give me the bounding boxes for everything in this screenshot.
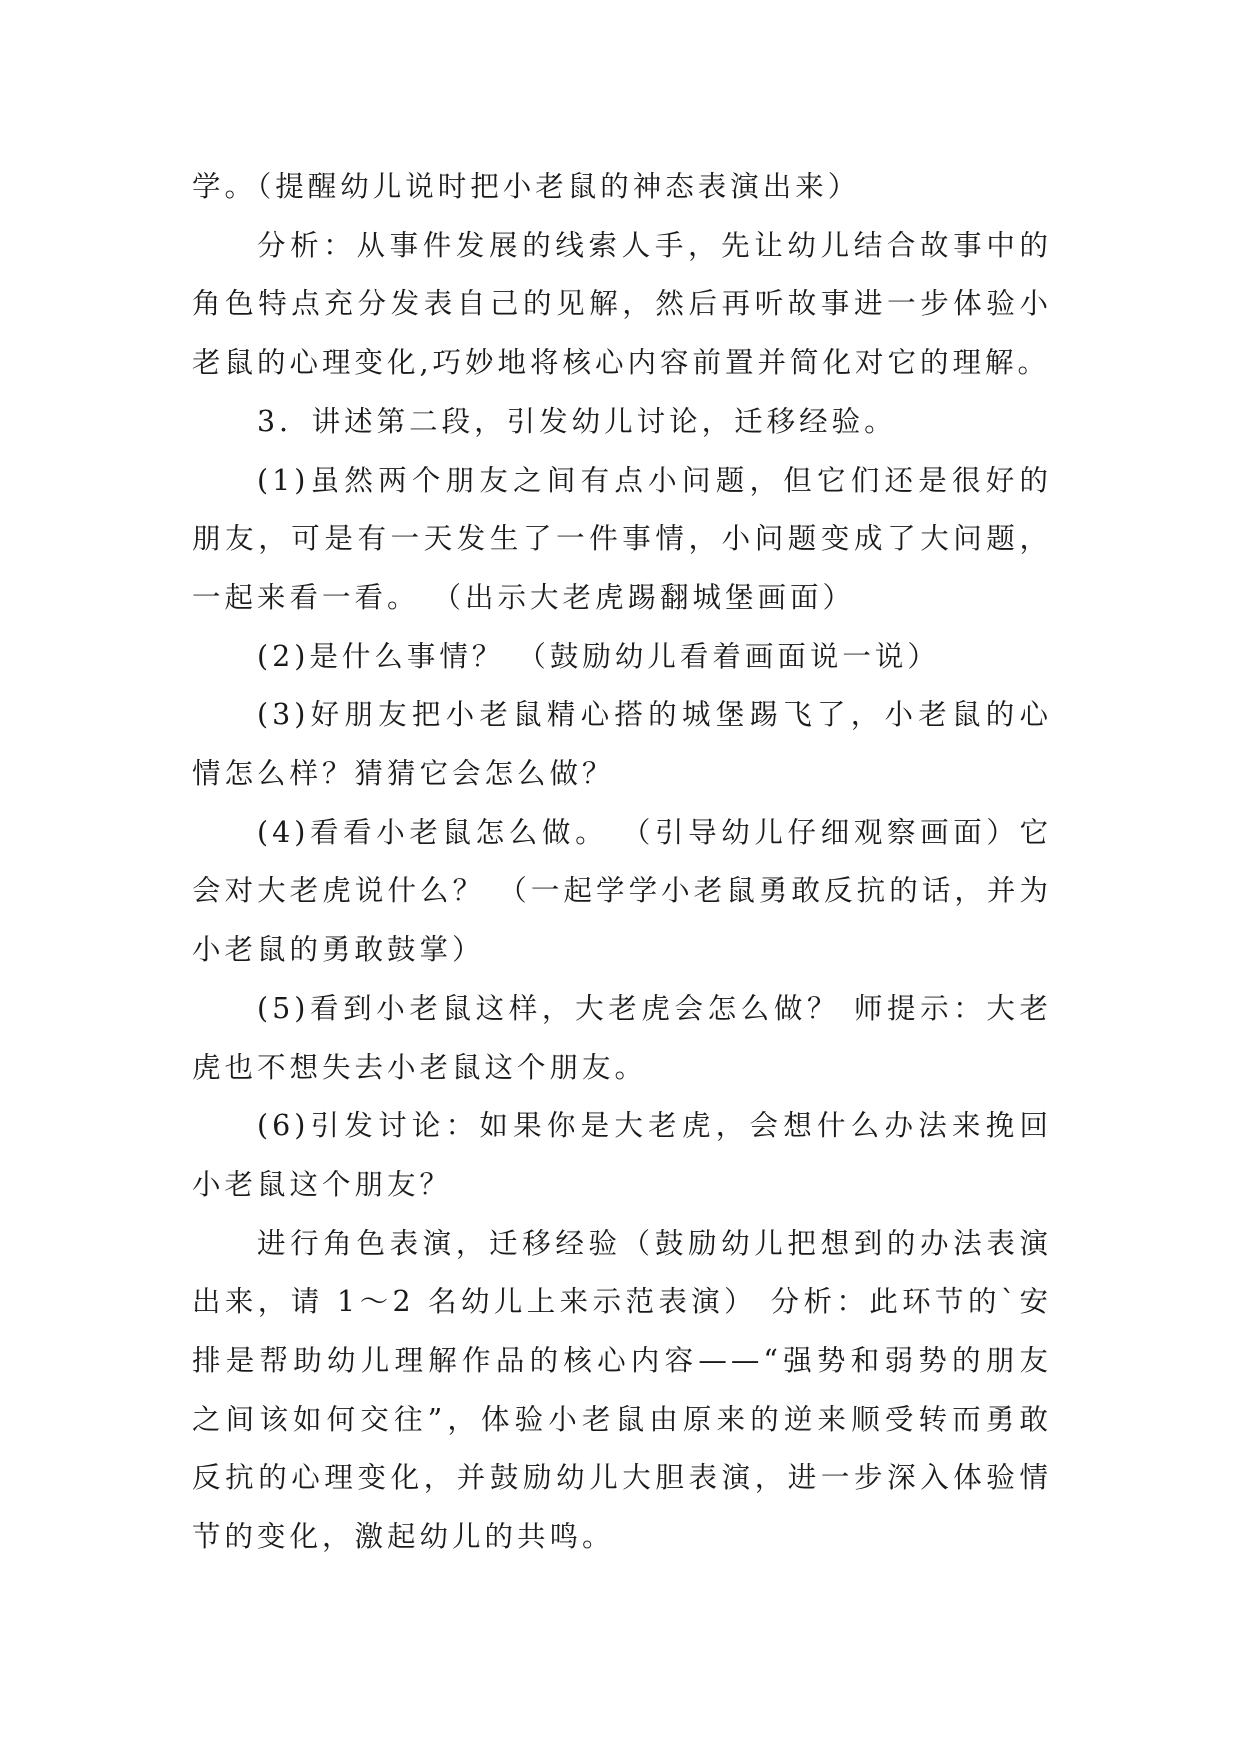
paragraph-item-1: (1)虽然两个朋友之间有点小问题，但它们还是很好的朋友，可是有一天发生了一件事情，小问题变成了大问题，一起来看一看。 （出示大老虎踢翻城堡画面） bbox=[192, 463, 1052, 614]
paragraph-roleplay-analysis: 进行角色表演，迁移经验（鼓励幼儿把想到的办法表演出来，请 1～2 名幼儿上来示范表演） 分析：此环节的`安排是帮助幼儿理解作品的核心内容——“强势和弱势的朋友之间该如何交往”，体验小老鼠由原来的逆来顺受转而勇敢反抗的心理变化，并鼓励幼儿大胆表演，进一步深入体验情节的变化，激起幼儿的共鸣。 bbox=[192, 1226, 1052, 1554]
body-text bbox=[192, 158, 1052, 1567]
paragraph-1: 学。（提醒幼儿说时把小老鼠的神态表演出来） bbox=[192, 170, 861, 203]
paragraph-item-6: (6)引发讨论：如果你是大老虎，会想什么办法来挽回小老鼠这个朋友？ bbox=[192, 1109, 1052, 1201]
paragraph-item-4: (4)看看小老鼠怎么做。 （引导幼儿仔细观察画面）它会对大老虎说什么？ （一起学学小老鼠勇敢反抗的话，并为小老鼠的勇敢鼓掌） bbox=[192, 815, 1052, 967]
paragraph-item-5: (5)看到小老鼠这样，大老虎会怎么做？ 师提示：大老虎也不想失去小老鼠这个朋友。 bbox=[192, 991, 1052, 1084]
paragraph-item-2: (2)是什么事情？ （鼓励幼儿看着画面说一说） bbox=[257, 639, 940, 673]
paragraph-analysis-1: 分析：从事件发展的线索人手，先让幼儿结合故事中的角色特点充分发表自己的见解，然后再听故事进一步体验小老鼠的心理变化,巧妙地将核心内容前置并简化对它的理解。 bbox=[192, 228, 1052, 380]
paragraph-item-3: (3)好朋友把小老鼠精心搭的城堡踢飞了，小老鼠的心情怎么样？猜猜它会怎么做？ bbox=[192, 698, 1052, 791]
paragraph-step-3: 3．讲述第二段，引发幼儿讨论，迁移经验。 bbox=[257, 404, 897, 438]
